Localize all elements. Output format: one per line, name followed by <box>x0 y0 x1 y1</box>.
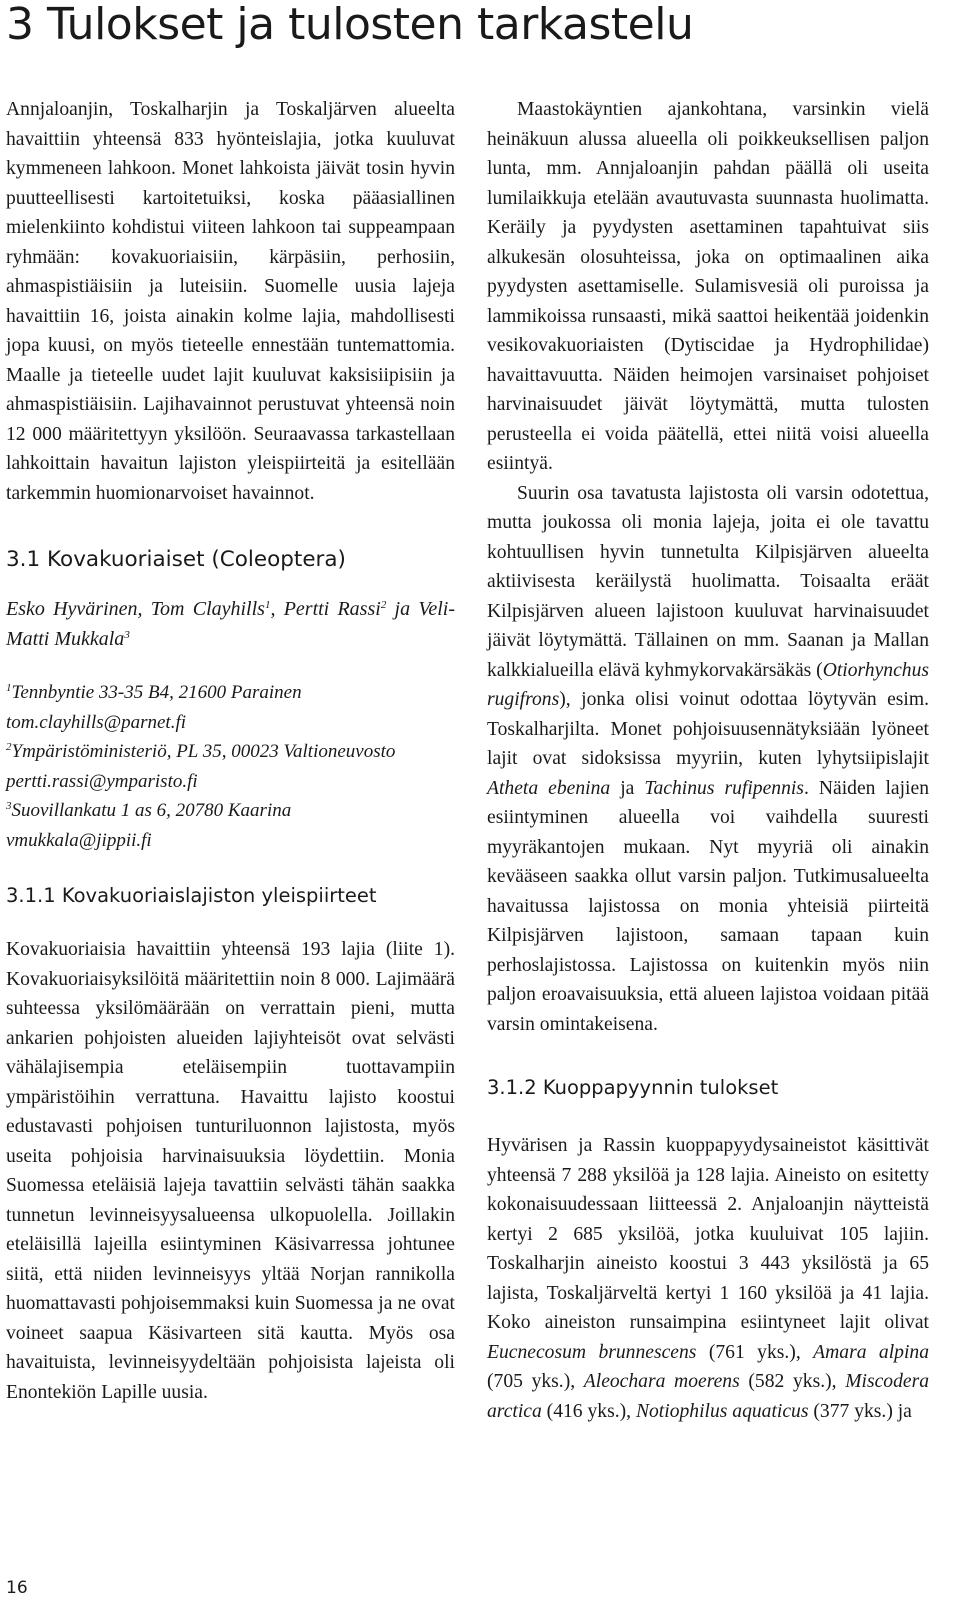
species-name: Tachinus rufipennis <box>644 777 804 799</box>
author-list: Esko Hyvärinen, Tom Clayhills$^1$, Pertti Rassi$^2$ ja Veli-Matti Mukkala$^3$ <box>6 598 455 650</box>
affiliations <box>6 678 455 855</box>
subsection-heading-3-1-2: 3.1.2 Kuoppapyynnin tulokset <box>487 1076 779 1099</box>
intro-paragraph: Annjaloanjin, Toskalharjin ja Toskaljärven alueelta havaittiin yhteensä 833 hyönteislajia, jotka kuuluvat kymmeneen lahkoon. Monet lahkoista jäivät tosin hyvin puutteellisesti kartoitetuiksi, koska pääasiallinen mielenkiinto kohdistui viiteen lahkoon tai suppeampaan ryhmään: kovakuoriaisiin, kärpäsiin, perhosiin, ahmaspistiäisiin ja luteisiin. Suomelle uusia lajeja havaittiin 16, joista ainakin kolme lajia, mahdollisesti jopa kuusi, on myös tieteelle ennestään tuntemattomia. Maalle ja tieteelle uudet lajit kuuluvat kaksisiipisiin ja ahmaspistiäisiin. Lajihavainnot perustuvat yhteensä noin 12 000 määritettyyn yksilöön. Seuraavassa tarkastellaan lahkoittain havaitun lajiston yleispiirteitä ja esitellään tarkemmin huomionarvoiset havainnot. <box>6 99 455 504</box>
page-title: 3 Tulokset ja tulosten tarkastelu <box>6 0 694 50</box>
right-paragraph-3: Hyvärisen ja Rassin kuoppapyydysaineistot käsittivät yhteensä 7 288 yksilöä ja 128 lajia. Aineisto on esitetty kokonaisuudessaan liitteessä 2. Anjaloanjin näytteistä kertyi 2 685 yksilöä, jotka kuuluivat 105 lajiin. Toskalharjin aineisto koostui 3 443 yksilöstä ja 65 lajista, Toskaljärveltä kertyi 1 160 yksilöä ja 41 lajia. Koko aineiston runsaimpina esiintyneet lajit olivat Eucnecosum brunnescens (761 yks.), Amara alpina (705 yks.), Aleochara moerens (582 yks.), Miscodera arctica (416 yks.), Notiophilus aquaticus (377 yks.) ja <box>487 1135 929 1422</box>
section-heading: 3.1 Kovakuoriaiset (Coleoptera) <box>6 547 346 572</box>
right-column <box>487 95 929 1426</box>
species-name: Otiorhynchus rugifrons <box>487 659 929 710</box>
affiliation-2: $^2$Ympäristöministeriö, PL 35, 00023 Valtioneuvosto <box>6 741 396 762</box>
species-name: Aleochara moerens <box>583 1371 740 1392</box>
email-1: tom.clayhills@parnet.fi <box>6 711 187 733</box>
right-paragraph-1: Maastokäyntien ajankohtana, varsinkin vielä heinäkuun alussa alueella oli poikkeuksellisen paljon lunta, mm. Annjaloanjin pahdan päällä oli useita lumilaikkuja etelään avautuvasta suunnasta huolimatta. Keräily ja pyydysten asettaminen tapahtuivat siis alkukesän olosuhteissa, joka on optimaalinen aika pyydysten asettamiselle. Sulamisvesiä oli puroissa ja lammikoissa runsaasti, mikä saattoi heikentää joidenkin vesikovakuoriaisten (Dytiscidae ja Hydrophilidae) havaittavuutta. Näiden heimojen varsinaiset pohjoiset harvinaisuudet jäivät löytymättä, mutta tulosten perusteella ei voida päätellä, ettei niitä voisi alueella esiintyä. <box>487 99 929 474</box>
species-name: Notiophilus aquaticus <box>635 1400 809 1422</box>
body-paragraph: Kovakuoriaisia havaittiin yhteensä 193 lajia (liite 1). Kovakuoriaisyksilöitä määritettiin noin 8 000. Lajimäärä suhteessa yksilömäärään on verrattain pieni, mutta ankarien pohjoisten alueiden lajiyhteisöt ovat selvästi vähälajisempia eteläisempiin tuottavampiin ympäristöihin verrattuna. Havaittu lajisto koostui edustavasti pohjoisen tunturiluonnon lajistosta, myös useita pohjoisia harvinaisuuksia löydettiin. Monia Suomessa eteläisiä lajeja tavattiin selvästi tähän saakka tunnetun levinneisyysalueensa ulkopuolella. Joillakin eteläisillä lajeilla esiintyminen Käsivarressa johtunee siitä, että niiden levinneisyys yltää Norjan rannikolla huomattavasti pohjoisemmaksi kuin Suomessa ja ne ovat voineet saapua Käsivarteen sitä kautta. Myös osa havaituista, levinneisyydeltään pohjoisista lajeista oli Enontekiön Lapille uusia. <box>6 939 455 1403</box>
species-name: Miscodera arctica <box>487 1371 929 1422</box>
left-column <box>6 95 455 1407</box>
species-name: Atheta ebenina <box>487 777 611 799</box>
subsection-heading-3-1-1: 3.1.1 Kovakuoriaislajiston yleispiirteet <box>6 884 377 907</box>
affiliation-3: $^3$Suovillankatu 1 as 6, 20780 Kaarina <box>6 800 292 821</box>
affiliation-1: $^1$Tennbyntie 33-35 B4, 21600 Parainen <box>6 682 302 703</box>
email-2: pertti.rassi@ymparisto.fi <box>6 770 198 792</box>
email-3: vmukkala@jippii.fi <box>6 829 152 851</box>
right-paragraph-2: Suurin osa tavatusta lajistosta oli varsin odotettua, mutta joukossa oli monia lajeja, joita ei ole tavattu kohtuullisen hyvin tunnetulta Kilpisjärven alueelta aktiivisesta keräilystä huolimatta. Toisaalta eräät Kilpisjärven alueen lajistoon kuuluvat harvinaisuudet jäivät löytymättä. Tällainen on mm. Saanan ja Mallan kalkkialueilla elävä kyhmykorvakärsäkäs (Otiorhynchus rugifrons), jonka olisi voinut odottaa löytyvän esim. Toskalharjilta. Monet pohjoisuusennätyksiään lyöneet lajit ovat sidoksissa myyriin, kuten lyhytsiipislajit Atheta ebenina ja Tachinus rufipennis. Näiden lajien esiintyminen alueella voi vaihdella suuresti myyräkantojen mukaan. Nyt myyriä oli ainakin kevääseen saakka ollut varsin paljon. Tutkimusalueelta havaitussa lajistossa on monia yhteisiä piirteitä Kilpisjärven lajistoon, samaan tapaan kuin perhoslajistossa. Lajistossa on kuitenkin myös niin paljon eroavaisuuksia, että alueen lajistoa voidaan pitää varsin omintakeisena. <box>487 482 929 1035</box>
species-name: Eucnecosum brunnescens <box>487 1341 697 1363</box>
species-name: Amara alpina <box>813 1341 929 1363</box>
page-number: 16 <box>6 1578 28 1598</box>
